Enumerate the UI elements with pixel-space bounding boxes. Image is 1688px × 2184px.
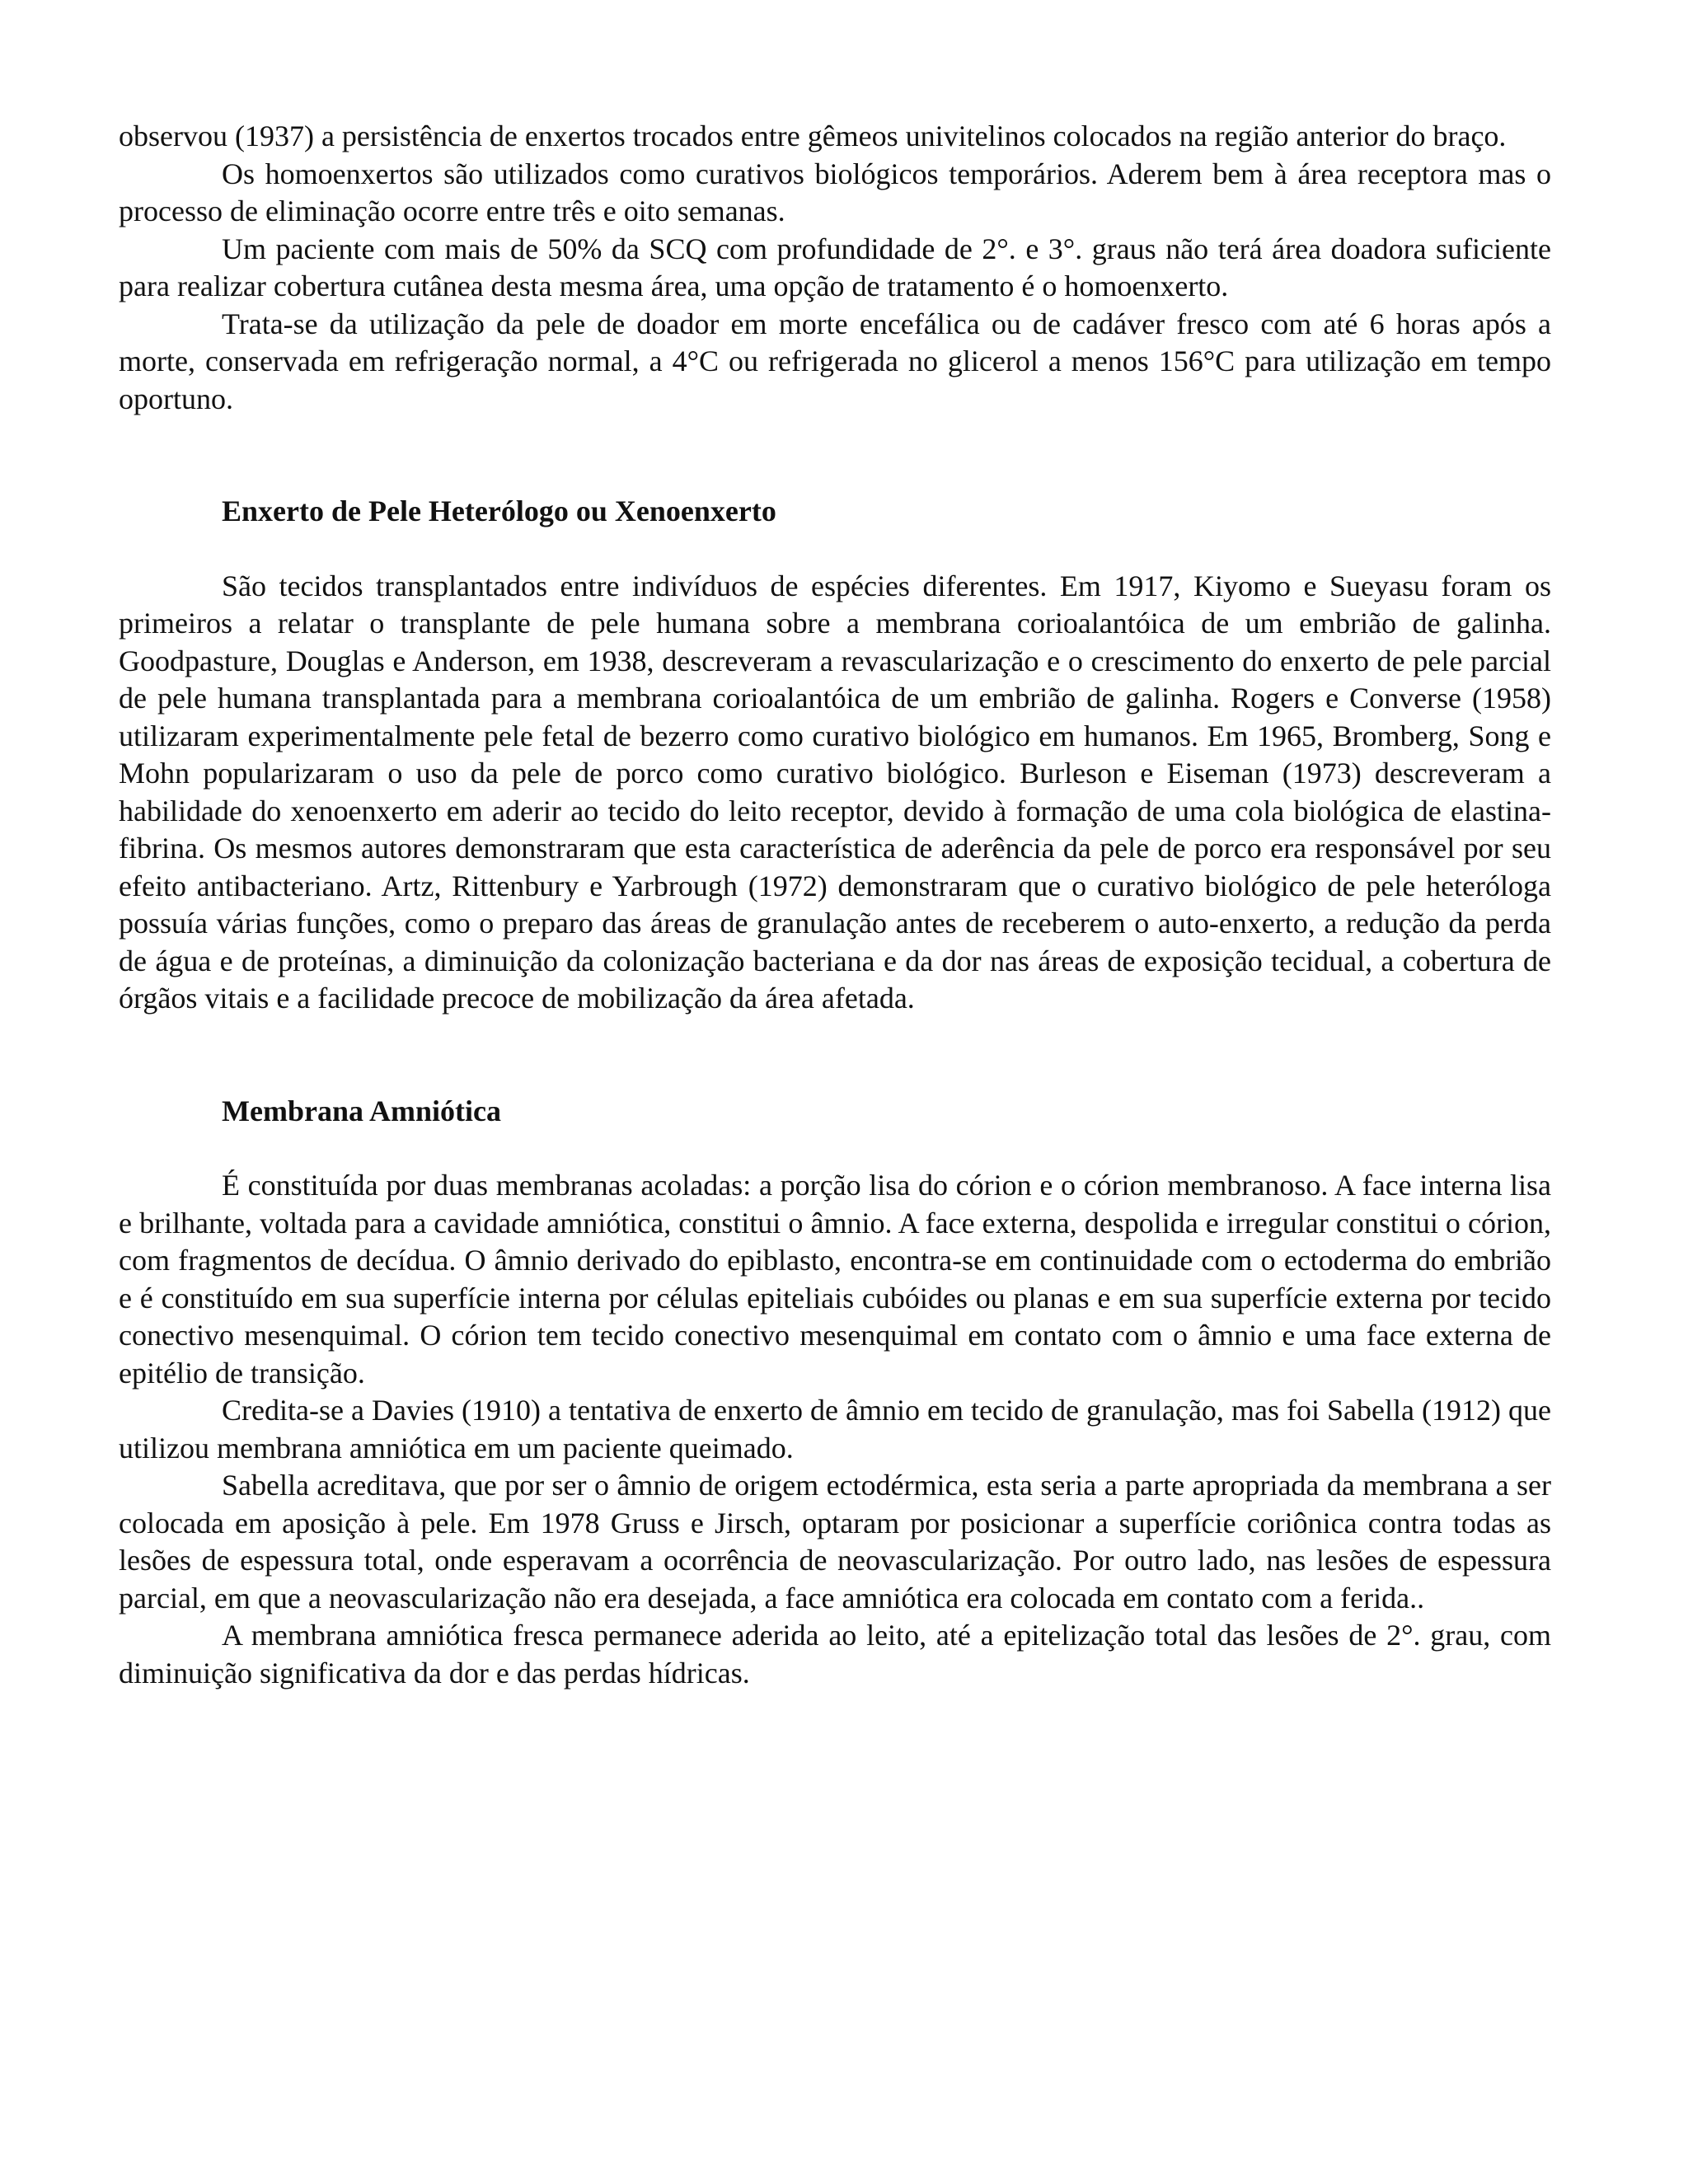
section-xenoenxerto <box>119 493 1551 1018</box>
paragraph: São tecidos transplantados entre indivíduos de espécies diferentes. Em 1917, Kiyomo e Sueyasu foram os primeiros a relatar o transplante de pele humana sobre a membrana corioalantóica de um embrião de galinha. Goodpasture, Douglas e Anderson, em 1938, descreveram a revascularização e o crescimento do enxerto de pele parcial de pele humana transplantada para a membrana corioalantóica de um embrião de galinha. Rogers e Converse (1958) utilizaram experimentalmente pele fetal de bezerro como curativo biológico em humanos. Em 1965, Bromberg, Song e Mohn popularizaram o uso da pele de porco como curativo biológico. Burleson e Eiseman (1973) descreveram a habilidade do xenoenxerto em aderir ao tecido do leito receptor, devido à formação de uma cola biológica de elastina-fibrina. Os mesmos autores demonstraram que esta característica de aderência da pele de porco era responsável por seu efeito antibacteriano. Artz, Rittenbury e Yarbrough (1972) demonstraram que o curativo biológico de pele heteróloga possuía várias funções, como o preparo das áreas de granulação antes de receberem o auto-enxerto, a redução da perda de água e de proteínas, a diminuição da colonização bacteriana e da dor nas áreas de exposição tecidual, a cobertura de órgãos vitais e a facilidade precoce de mobilização da área afetada. <box>119 569 1551 1015</box>
paragraph: É constituída por duas membranas acoladas: a porção lisa do córion e o córion membranoso. A face interna lisa e brilhante, voltada para a cavidade amniótica, constitui o âmnio. A face externa, despolida e irregular constitui o córion, com fragmentos de decídua. O âmnio derivado do epiblasto, encontra-se em continuidade com o ectoderma do embrião e é constituído em sua superfície interna por células epiteliais cubóides ou planas e em sua superfície externa por tecido conectivo mesenquimal. O córion tem tecido conectivo mesenquimal em contato com o âmnio e uma face externa de epitélio de transição. <box>119 1169 1551 1390</box>
paragraph: A membrana amniótica fresca permanece aderida ao leito, até a epitelização total das lesões de 2°. grau, com diminuição significativa da dor e das perdas hídricas. <box>119 1619 1551 1690</box>
paragraph: Sabella acreditava, que por ser o âmnio de origem ectodérmica, esta seria a parte apropriada da membrana a ser colocada em aposição à pele. Em 1978 Gruss e Jirsch, optaram por posicionar a superfície coriônica contra todas as lesões de espessura total, onde esperavam a ocorrência de neovascularização. Por outro lado, nas lesões de espessura parcial, em que a neovascularização não era desejada, a face amniótica era colocada em contato com a ferida.. <box>119 1469 1551 1615</box>
paragraph: Os homoenxertos são utilizados como curativos biológicos temporários. Aderem bem à área receptora mas o processo de eliminação ocorre entre três e oito semanas. <box>119 157 1551 227</box>
section-heading: Enxerto de Pele Heterólogo ou Xenoenxerto <box>222 494 776 527</box>
spacer <box>119 1130 1551 1167</box>
section-heading: Membrana Amniótica <box>222 1094 501 1127</box>
section-membrana-amniotica <box>119 1093 1551 1693</box>
document-body <box>119 118 1551 1692</box>
section-homoenxerto <box>119 118 1551 418</box>
paragraph: Um paciente com mais de 50% da SCQ com profundidade de 2°. e 3°. graus não terá área doadora suficiente para realizar cobertura cutânea desta mesma área, uma opção de tratamento é o homoenxerto. <box>119 232 1551 302</box>
paragraph: Trata-se da utilização da pele de doador em morte encefálica ou de cadáver fresco com até 6 horas após a morte, conservada em refrigeração normal, a 4°C ou refrigerada no glicerol a menos 156°C para utilização em tempo oportuno. <box>119 307 1551 415</box>
spacer <box>119 1018 1551 1093</box>
paragraph-continuation: observou (1937) a persistência de enxertos trocados entre gêmeos univitelinos colocados na região anterior do braço. <box>119 120 1507 152</box>
paragraph: Credita-se a Davies (1910) a tentativa de enxerto de âmnio em tecido de granulação, mas foi Sabella (1912) que utilizou membrana amniótica em um paciente queimado. <box>119 1394 1551 1465</box>
spacer <box>119 531 1551 568</box>
spacer <box>119 418 1551 493</box>
